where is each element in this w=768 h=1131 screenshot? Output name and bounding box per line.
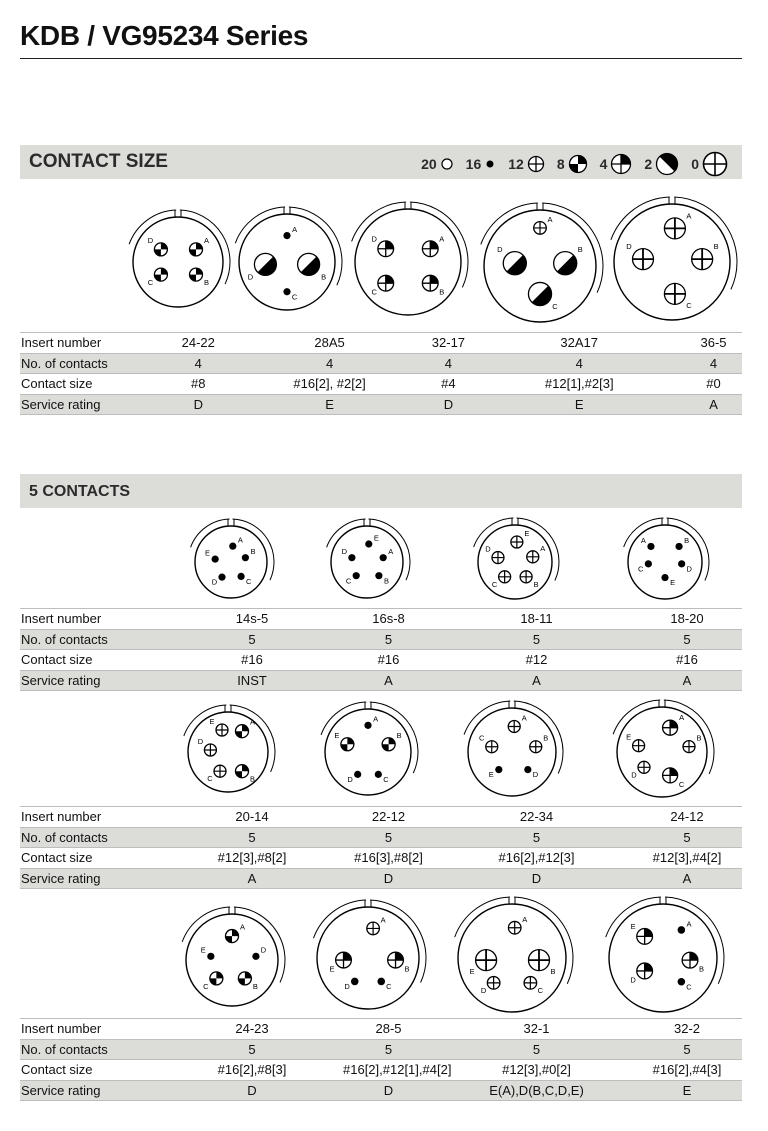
contact-pin-E [637, 929, 653, 945]
pin-label-D: D [247, 272, 254, 282]
pin-label-E: E [469, 967, 475, 977]
pin-label-E: E [488, 770, 494, 780]
title-rule [20, 58, 742, 59]
contact-pin-E [511, 536, 523, 548]
pin-label-B: B [383, 576, 389, 586]
pin-label-A: A [540, 543, 546, 553]
pin-label-E: E [626, 732, 632, 742]
contact-pin-C [377, 978, 385, 986]
pin-label-A: A [522, 914, 528, 924]
contact-pin-C [154, 268, 167, 281]
half-quartered-circle-icon [610, 153, 632, 175]
pin-label-C: C [686, 982, 692, 992]
contact-pin-B [554, 252, 577, 275]
contact-pin-B [682, 952, 698, 968]
pin-label-D: D [532, 770, 539, 780]
pin-label-D: D [485, 544, 491, 554]
pin-label-A: A [547, 214, 553, 224]
contact-pin-C [678, 978, 686, 986]
contact-pin-A [534, 222, 547, 235]
pin-label-A: A [679, 713, 685, 723]
contact-pin-A [422, 241, 438, 257]
pin-label-B: B [550, 967, 556, 977]
contact-pin-C [237, 573, 244, 580]
contact-size-heading: CONTACT SIZE [29, 151, 168, 172]
contact-pin-E [336, 952, 352, 968]
pin-label-B: B [577, 245, 583, 255]
contact-pin-A [527, 551, 539, 563]
contact-pin-D [254, 253, 276, 275]
pin-label-C: C [207, 774, 213, 784]
contact-pin-C [210, 972, 223, 985]
contact-pin-B [520, 571, 532, 583]
pin-label-C: C [345, 576, 352, 586]
contact-pin-A [364, 722, 371, 729]
row-service-rating: Service rating D E D E A [20, 395, 742, 416]
pin-label-C: C [371, 287, 377, 297]
contact-pin-A [508, 720, 520, 732]
contact-pin-B [242, 554, 249, 561]
pin-label-C: C [638, 564, 644, 574]
pin-label-D: D [260, 945, 267, 955]
contact-pin-B [675, 543, 682, 550]
contact-pin-C [486, 741, 498, 753]
contact-pin-D [524, 766, 531, 773]
contact-pin-D [678, 560, 685, 567]
pin-label-C: C [491, 579, 498, 589]
legend-item-2: 2 [644, 152, 679, 176]
pin-label-D: D [211, 577, 218, 587]
five-contacts-bar [20, 474, 742, 508]
contact-pin-D [503, 252, 526, 275]
pin-label-E: E [205, 548, 211, 558]
contact-pin-B [529, 950, 550, 971]
diagonal-half-circle-icon [655, 152, 679, 176]
legend-item-12: 12 [508, 155, 545, 173]
legend-item-20: 20 [421, 156, 454, 172]
contact-pin-C [664, 283, 685, 304]
contact-pin-C [528, 282, 551, 305]
contact-pin-D [348, 554, 355, 561]
contact-pin-B [382, 738, 395, 751]
contact-pin-B [530, 741, 542, 753]
pin-label-D: D [197, 737, 204, 746]
pin-label-B: B [713, 242, 719, 252]
contact-pin-D [492, 552, 504, 564]
pin-label-C: C [383, 774, 389, 784]
pin-label-A: A [439, 234, 445, 244]
contact-pin-D [204, 744, 216, 756]
pin-label-B: B [533, 579, 539, 589]
pin-label-B: B [543, 733, 549, 743]
filled-dot-icon [484, 157, 496, 171]
pin-label-A: A [292, 225, 298, 234]
contact-pin-A [647, 543, 654, 550]
crossed-circle-icon [527, 155, 545, 173]
legend-item-16: 16 [466, 156, 497, 172]
contact-pin-A [283, 232, 290, 239]
pin-label-A: A [239, 922, 246, 932]
contact-size-table [20, 332, 742, 415]
pin-label-E: E [334, 730, 340, 740]
pin-label-D: D [497, 245, 503, 255]
large-crossed-circle-icon [702, 151, 728, 177]
pin-label-C: C [386, 982, 392, 992]
contact-pin-C [353, 572, 360, 579]
pin-label-C: C [147, 278, 154, 288]
pin-label-B: B [250, 547, 256, 557]
contact-pin-D [252, 953, 259, 960]
contact-size-bar [20, 145, 742, 179]
contact-pin-E [633, 740, 645, 752]
contact-pin-D [354, 771, 361, 778]
contact-pin-D [154, 243, 167, 256]
pin-label-B: B [684, 535, 690, 545]
contact-pin-A [663, 720, 678, 735]
row-insert-number: Insert number 24-22 28A5 32-17 32A17 36-5 [20, 332, 742, 354]
quartered-circle-icon [568, 154, 588, 174]
pin-label-A: A [388, 547, 394, 557]
pin-label-E: E [524, 529, 530, 539]
contact-pin-C [283, 288, 290, 295]
pin-label-D: D [631, 770, 637, 780]
pin-label-B: B [698, 964, 705, 974]
pin-label-B: B [696, 733, 702, 743]
contact-pin-B [388, 952, 404, 968]
contact-pin-D [487, 977, 500, 990]
pin-label-B: B [252, 981, 258, 991]
contact-pin-B [692, 249, 713, 270]
pin-label-A: A [686, 919, 692, 929]
five-contacts-table-1: Insert number 14s-5 16s-8 18-11 18-20 No. of contacts 5 5 5 5 Contact size #16 #16 #12 #16 Service rating INST A A A [20, 608, 742, 691]
pin-label-A: A [203, 235, 210, 245]
contact-size-legend [421, 151, 728, 177]
pin-label-D: D [686, 564, 692, 574]
contact-pin-B [298, 253, 320, 275]
pin-label-D: D [480, 985, 487, 995]
pin-label-E: E [209, 717, 215, 726]
pin-label-A: A [380, 915, 386, 925]
pin-label-A: A [373, 714, 379, 724]
pin-label-D: D [341, 547, 347, 557]
pin-label-E: E [373, 533, 379, 543]
pin-label-B: B [396, 730, 402, 740]
page-title: KDB / VG95234 Series [20, 20, 309, 51]
five-contacts-table-3: Insert number 24-23 28-5 32-1 32-2 No. of contacts 5 5 5 5 Contact size #16[2],#8[3] #16[2],#12[1],#4[2] #12[3],#0[2] #16[2],#4[3] Service rating D D E(A),D(B,C,D,E) E [20, 1018, 742, 1101]
contact-pin-C [378, 275, 394, 291]
contact-pin-D [637, 963, 653, 979]
pin-label-D: D [347, 774, 353, 784]
pin-label-D: D [371, 234, 377, 244]
pin-label-B: B [249, 774, 256, 784]
contact-pin-B [683, 741, 695, 753]
contact-pin-C [375, 771, 382, 778]
pin-label-C: C [291, 292, 298, 302]
contact-pin-E [365, 540, 372, 547]
pin-label-D: D [147, 235, 154, 245]
contact-pin-E [207, 953, 214, 960]
pin-label-C: C [245, 577, 252, 586]
pin-label-C: C [686, 300, 692, 310]
contact-pin-C [645, 560, 652, 567]
contact-pin-D [633, 249, 654, 270]
pin-label-A: A [249, 717, 256, 727]
contact-pin-B [422, 275, 438, 291]
contact-pin-A [380, 554, 387, 561]
contact-pin-E [476, 950, 497, 971]
pin-label-B: B [404, 964, 410, 974]
contact-pin-A [190, 243, 203, 256]
pin-label-A: A [237, 535, 243, 545]
legend-item-4: 4 [600, 153, 633, 175]
five-contacts-table-2: Insert number 20-14 22-12 22-34 24-12 No. of contacts 5 5 5 5 Contact size #12[3],#8[2] #16[3],#8[2] #16[2],#12[3] #12[3],#4[2] Service rating A D D A [20, 806, 742, 889]
pin-label-E: E [670, 578, 676, 588]
contact-pin-C [499, 571, 511, 583]
contact-pin-E [661, 574, 668, 581]
contact-pin-B [190, 268, 203, 281]
contact-pin-B [236, 765, 249, 778]
pin-label-C: C [552, 302, 558, 311]
pin-label-C: C [678, 779, 685, 789]
contact-pin-B [375, 572, 382, 579]
pin-label-D: D [344, 982, 350, 992]
contact-pin-D [638, 761, 650, 773]
hollow-circle-icon [440, 157, 454, 171]
pin-label-A: A [640, 535, 646, 545]
pin-label-B: B [203, 278, 210, 288]
pin-label-D: D [630, 975, 636, 985]
contact-pin-A [226, 930, 239, 943]
pin-label-A: A [521, 713, 527, 723]
legend-item-0: 0 [691, 151, 728, 177]
contact-pin-A [229, 543, 236, 550]
row-no-of-contacts: No. of contacts 4 4 4 4 4 [20, 354, 742, 375]
pin-label-C: C [537, 985, 544, 995]
pin-label-D: D [626, 242, 632, 252]
pin-label-E: E [200, 945, 206, 955]
contact-pin-C [214, 765, 226, 777]
contact-pin-E [216, 724, 228, 736]
pin-label-A: A [686, 211, 692, 221]
contact-pin-A [367, 922, 380, 935]
contact-pin-C [524, 977, 537, 990]
pin-label-C: C [203, 981, 209, 991]
contact-pin-A [508, 921, 521, 934]
contact-pin-C [663, 768, 678, 783]
legend-item-8: 8 [557, 154, 588, 174]
contact-pin-A [664, 218, 685, 239]
contact-pin-D [351, 978, 359, 986]
contact-pin-D [378, 241, 394, 257]
pin-label-E: E [329, 964, 335, 974]
contact-pin-B [238, 972, 251, 985]
contact-pin-E [212, 556, 219, 563]
contact-pin-E [495, 766, 502, 773]
five-contacts-heading: 5 CONTACTS [29, 483, 131, 500]
contact-pin-E [341, 738, 354, 751]
pin-label-B: B [321, 272, 327, 282]
contact-pin-A [678, 926, 686, 934]
contact-pin-A [236, 725, 249, 738]
contact-pin-D [218, 574, 225, 581]
pin-label-B: B [439, 287, 445, 297]
row-contact-size: Contact size #8 #16[2], #2[2] #4 #12[1],#2[3] #0 [20, 374, 742, 395]
pin-label-C: C [479, 733, 485, 743]
pin-label-E: E [630, 921, 636, 931]
